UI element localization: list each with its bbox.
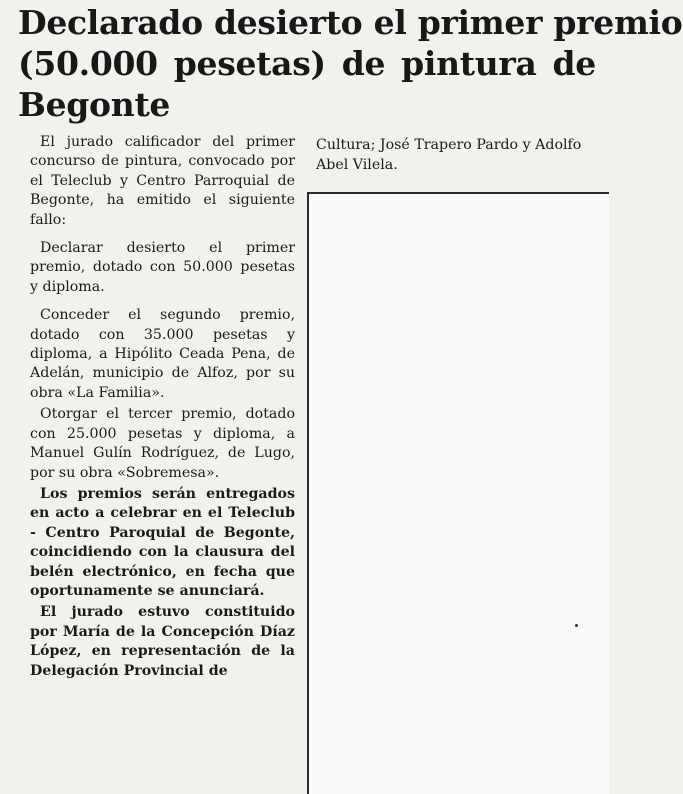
paragraph-jury: El jurado estuvo constituido por María de la Concepción Díaz López, en representación de la Delegación Provincial de: [30, 604, 295, 679]
article-right-column: [316, 135, 596, 175]
headline-word: pesetas): [173, 44, 326, 83]
headline: [18, 2, 683, 125]
paragraph-intro: El jurado calificador del primer concurso de pintura, convocado por el Teleclub y Centro Parroquial de Begonte, ha emitido el siguiente fallo:: [30, 134, 295, 228]
paragraph-award-ceremony: Los premios serán entregados en acto a celebrar en el Teleclub - Centro Paroquial de Begonte, coincidiendo con la clausura del belén electrónico, en fecha que oportunamente se anunciará.: [30, 485, 295, 599]
headline-line-1: Declarado desierto el primer premio: [18, 3, 683, 42]
headline-line-3: Begonte: [18, 85, 171, 124]
headline-word: pintura: [401, 44, 537, 83]
headline-word: de: [552, 44, 596, 83]
photo-placeholder: [307, 192, 609, 794]
paragraph-third-prize: Otorgar el tercer premio, dotado con 25.000 pesetas y diploma, a Manuel Gulín Rodríguez, de Lugo, por su obra «Sobremesa».: [30, 406, 295, 481]
paragraph-first-prize: Declarar desierto el primer premio, dotado con 50.000 pesetas y diploma.: [30, 240, 295, 295]
headline-line-2: [18, 43, 596, 84]
headline-word: (50.000: [18, 44, 158, 83]
article-left-column: [30, 133, 295, 683]
paragraph-jury-continued: Cultura; José Trapero Pardo y Adolfo Abel Vilela.: [316, 137, 582, 173]
headline-word: de: [341, 44, 386, 83]
paragraph-second-prize: Conceder el segundo premio, dotado con 35.000 pesetas y diploma, a Hipólito Ceada Pena, de Adelán, municipio de Alfoz, por su obra «La Familia».: [30, 307, 295, 401]
print-speck: [575, 624, 578, 627]
